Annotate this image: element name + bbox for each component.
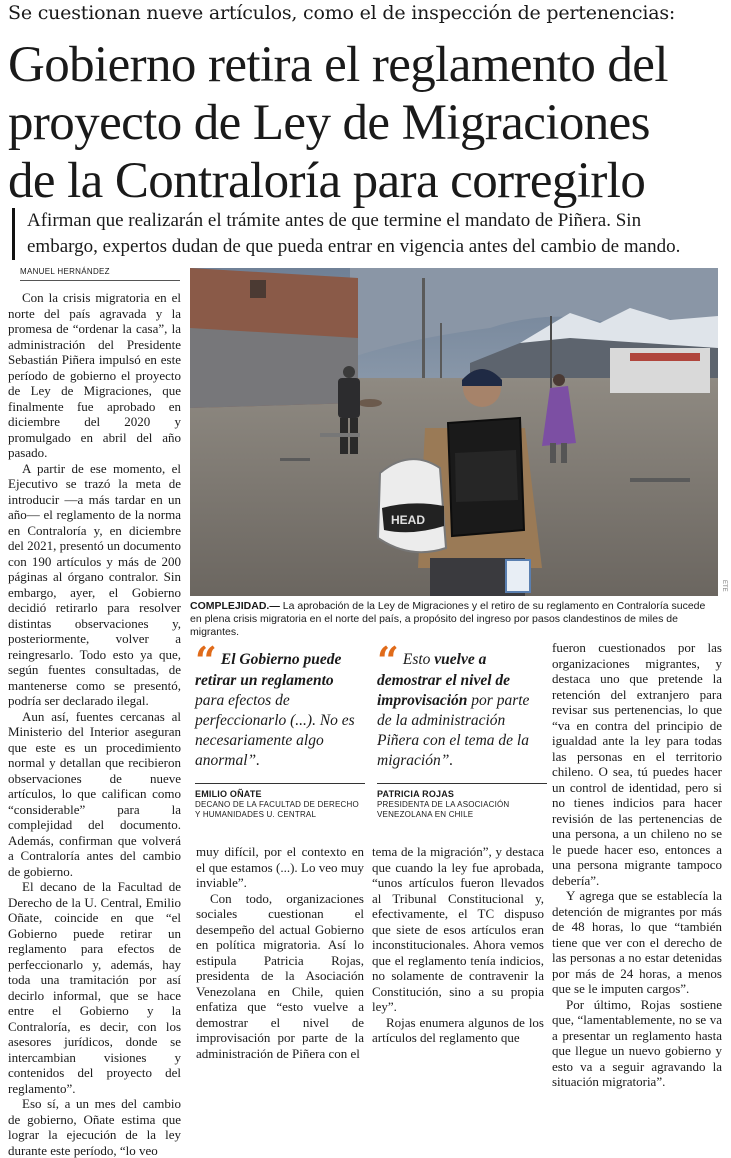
caption-label: COMPLEJIDAD.— (190, 600, 280, 612)
paragraph: Con todo, organizaciones sociales cuestionan el desempeño del actual Gobierno en política migratoria. Así lo estipula Patricia Rojas, presidenta de la Asociación Venezolana en Chile, quien enfatiza que “esto vuelve a demostrar el nivel de improvisación por parte de la administración de Piñera con el (196, 890, 364, 1061)
quote-source (377, 783, 547, 820)
photo-caption (190, 600, 718, 639)
paragraph: muy difícil, por el contexto en el que estamos (...). Lo veo muy inviable”. (196, 844, 364, 890)
headline-line: proyecto de Ley de Migraciones (8, 95, 650, 151)
paragraph: tema de la migración”, y destaca que cuando la ley fue aprobada, “unos artículos fueron llevados al Tribunal Constitucional y, efectivamente, el TC dispuso que siete de esos artículos eran inconstitucionales. Ahora vemos que el reglamento tenía indicios, no solamente de contravenir la Constitución, sino a su propia ley”. (372, 844, 544, 1014)
body-column-4 (552, 640, 722, 1090)
paragraph: Por último, Rojas sostiene que, “lamentablemente, no se va a presentar un reglamento hasta que llegue un nuevo gobierno y esto va a seguir agravando la situación migratoria”. (552, 996, 722, 1089)
paragraph: Con la crisis migratoria en el norte del país agravada y la promesa de “ordenar la casa”, la administración del Presidente Sebastián Piñera impulsó en este período de gobierno el proyecto de Ley de Migraciones, que finalmente fue aprobado en diciembre del 2020 y promulgado en abril del año pasado. (8, 290, 181, 460)
pull-quote (377, 638, 547, 771)
quote-text: Esto (402, 651, 435, 668)
quote-text: por parte de la administración Piñera con el tema de la migración”. (377, 692, 530, 769)
paragraph: Rojas enumera algunos de los artículos del reglamento que (372, 1014, 544, 1045)
quote-source-name: PATRICIA ROJAS (377, 789, 455, 799)
paragraph: El decano de la Facultad de Derecho de la U. Central, Emilio Oñate, coincide en que “el Gobierno puede retirar un reglamento para efectos de perfeccionarlo y, además, hay toda una tramitación por así decirlo informal, que se hace entre el Gobierno y la Contraloría, es decir, con los asesores jurídicos, donde se intercambian visiones y contenidos del proyecto del reglamento”. (8, 879, 181, 1096)
quote-source-name: EMILIO OÑATE (195, 789, 262, 799)
headline (8, 36, 723, 210)
quote-bold: El Gobierno puede retirar un reglamento (195, 651, 342, 689)
quote-source-role: PRESIDENTA DE LA ASOCIACIÓN VENEZOLANA EN CHILE (377, 800, 510, 819)
quote-bold: vuelve a demostrar el nivel de improvisación (377, 651, 511, 709)
body-column-1 (8, 290, 181, 1158)
deck-line: embargo, expertos dudan de que pueda entrar en vigencia antes del cambio de mando. (27, 236, 681, 257)
paragraph: Eso sí, a un mes del cambio de gobierno, Oñate estima que lograr la ejecución de la ley durante este período, “lo veo (8, 1096, 181, 1158)
caption-text: La aprobación de la Ley de Migraciones y el retiro de su reglamento en Contraloría sucede en plena crisis migratoria en el norte del país, a propósito del ingreso por pasos clandestinos de miles de migrantes. (190, 600, 706, 638)
quote-text: para efectos de perfeccionarlo (...). No es necesariamente algo anormal”. (195, 692, 355, 769)
deck (12, 208, 731, 260)
kicker: Se cuestionan nueve artículos, como el de inspección de pertenencias: (8, 2, 676, 24)
quote-mark-icon: “ (195, 638, 217, 683)
deck-line: Afirman que realizarán el trámite antes de que termine el mandato de Piñera. Sin (27, 210, 642, 231)
quote-mark-icon: “ (377, 638, 399, 683)
quote-source-role: DECANO DE LA FACULTAD DE DERECHO Y HUMANIDADES U. CENTRAL (195, 800, 359, 819)
pull-quote (195, 638, 365, 771)
paragraph: A partir de ese momento, el Ejecutivo se trazó la meta de introducir —a más tardar en un año— el reglamento de la norma en Contraloría y, en diciembre del 2021, presentó un documento con 190 artículos y más de 200 páginas al órgano contralor. Sin embargo, ayer, el Gobierno decidió retirarlo para resolver distintas observaciones y, posteriormente, volver a reingresarlo. Todo esto ya que, según fuentes consultadas, de mantenerse como se presentó, podría ser declarado ilegal. (8, 460, 181, 708)
quote-source (195, 783, 365, 820)
headline-line: de la Contraloría para corregirlo (8, 153, 646, 209)
paragraph: Aun así, fuentes cercanas al Ministerio del Interior aseguran que este es un procedimiento normal y detallan que recibieron observaciones de nueve artículos, lo que califican como “considerable” para la complejidad del documento. Además, confirman que volverá a Contraloría antes del cambio de gobierno. (8, 708, 181, 879)
paragraph: fueron cuestionados por las organizaciones migrantes, y destaca uno que pretende la retención del extranjero para revisar sus pertenencias, lo que “va en contra del principio de igualdad ante la ley para todas las personas en el territorio chileno. O sea, tú puedes hacer un control de identidad, pero si no tienes indicios para hacer revisión de las pertenencias de una persona, a un chileno no se le puede hacer eso, entonces a una persona migrante tampoco debería”. (552, 640, 722, 888)
backpack-brand-text: HEAD (391, 513, 426, 527)
photo-credit-tag: ETE (721, 580, 727, 592)
paragraph: Y agrega que se establecía la detención de migrantes por más de 48 horas, lo que “también tiene que ver con el derecho de las personas a no estar detenidas por más de 24 horas, a menos que se le imputen cargos”. (552, 888, 722, 996)
news-photo (190, 268, 718, 596)
body-column-3 (372, 844, 544, 1046)
photo-illustration (190, 268, 718, 596)
headline-line: Gobierno retira el reglamento del (8, 37, 668, 93)
body-column-2 (196, 844, 364, 1061)
byline: MANUEL HERNÁNDEZ (20, 267, 180, 281)
